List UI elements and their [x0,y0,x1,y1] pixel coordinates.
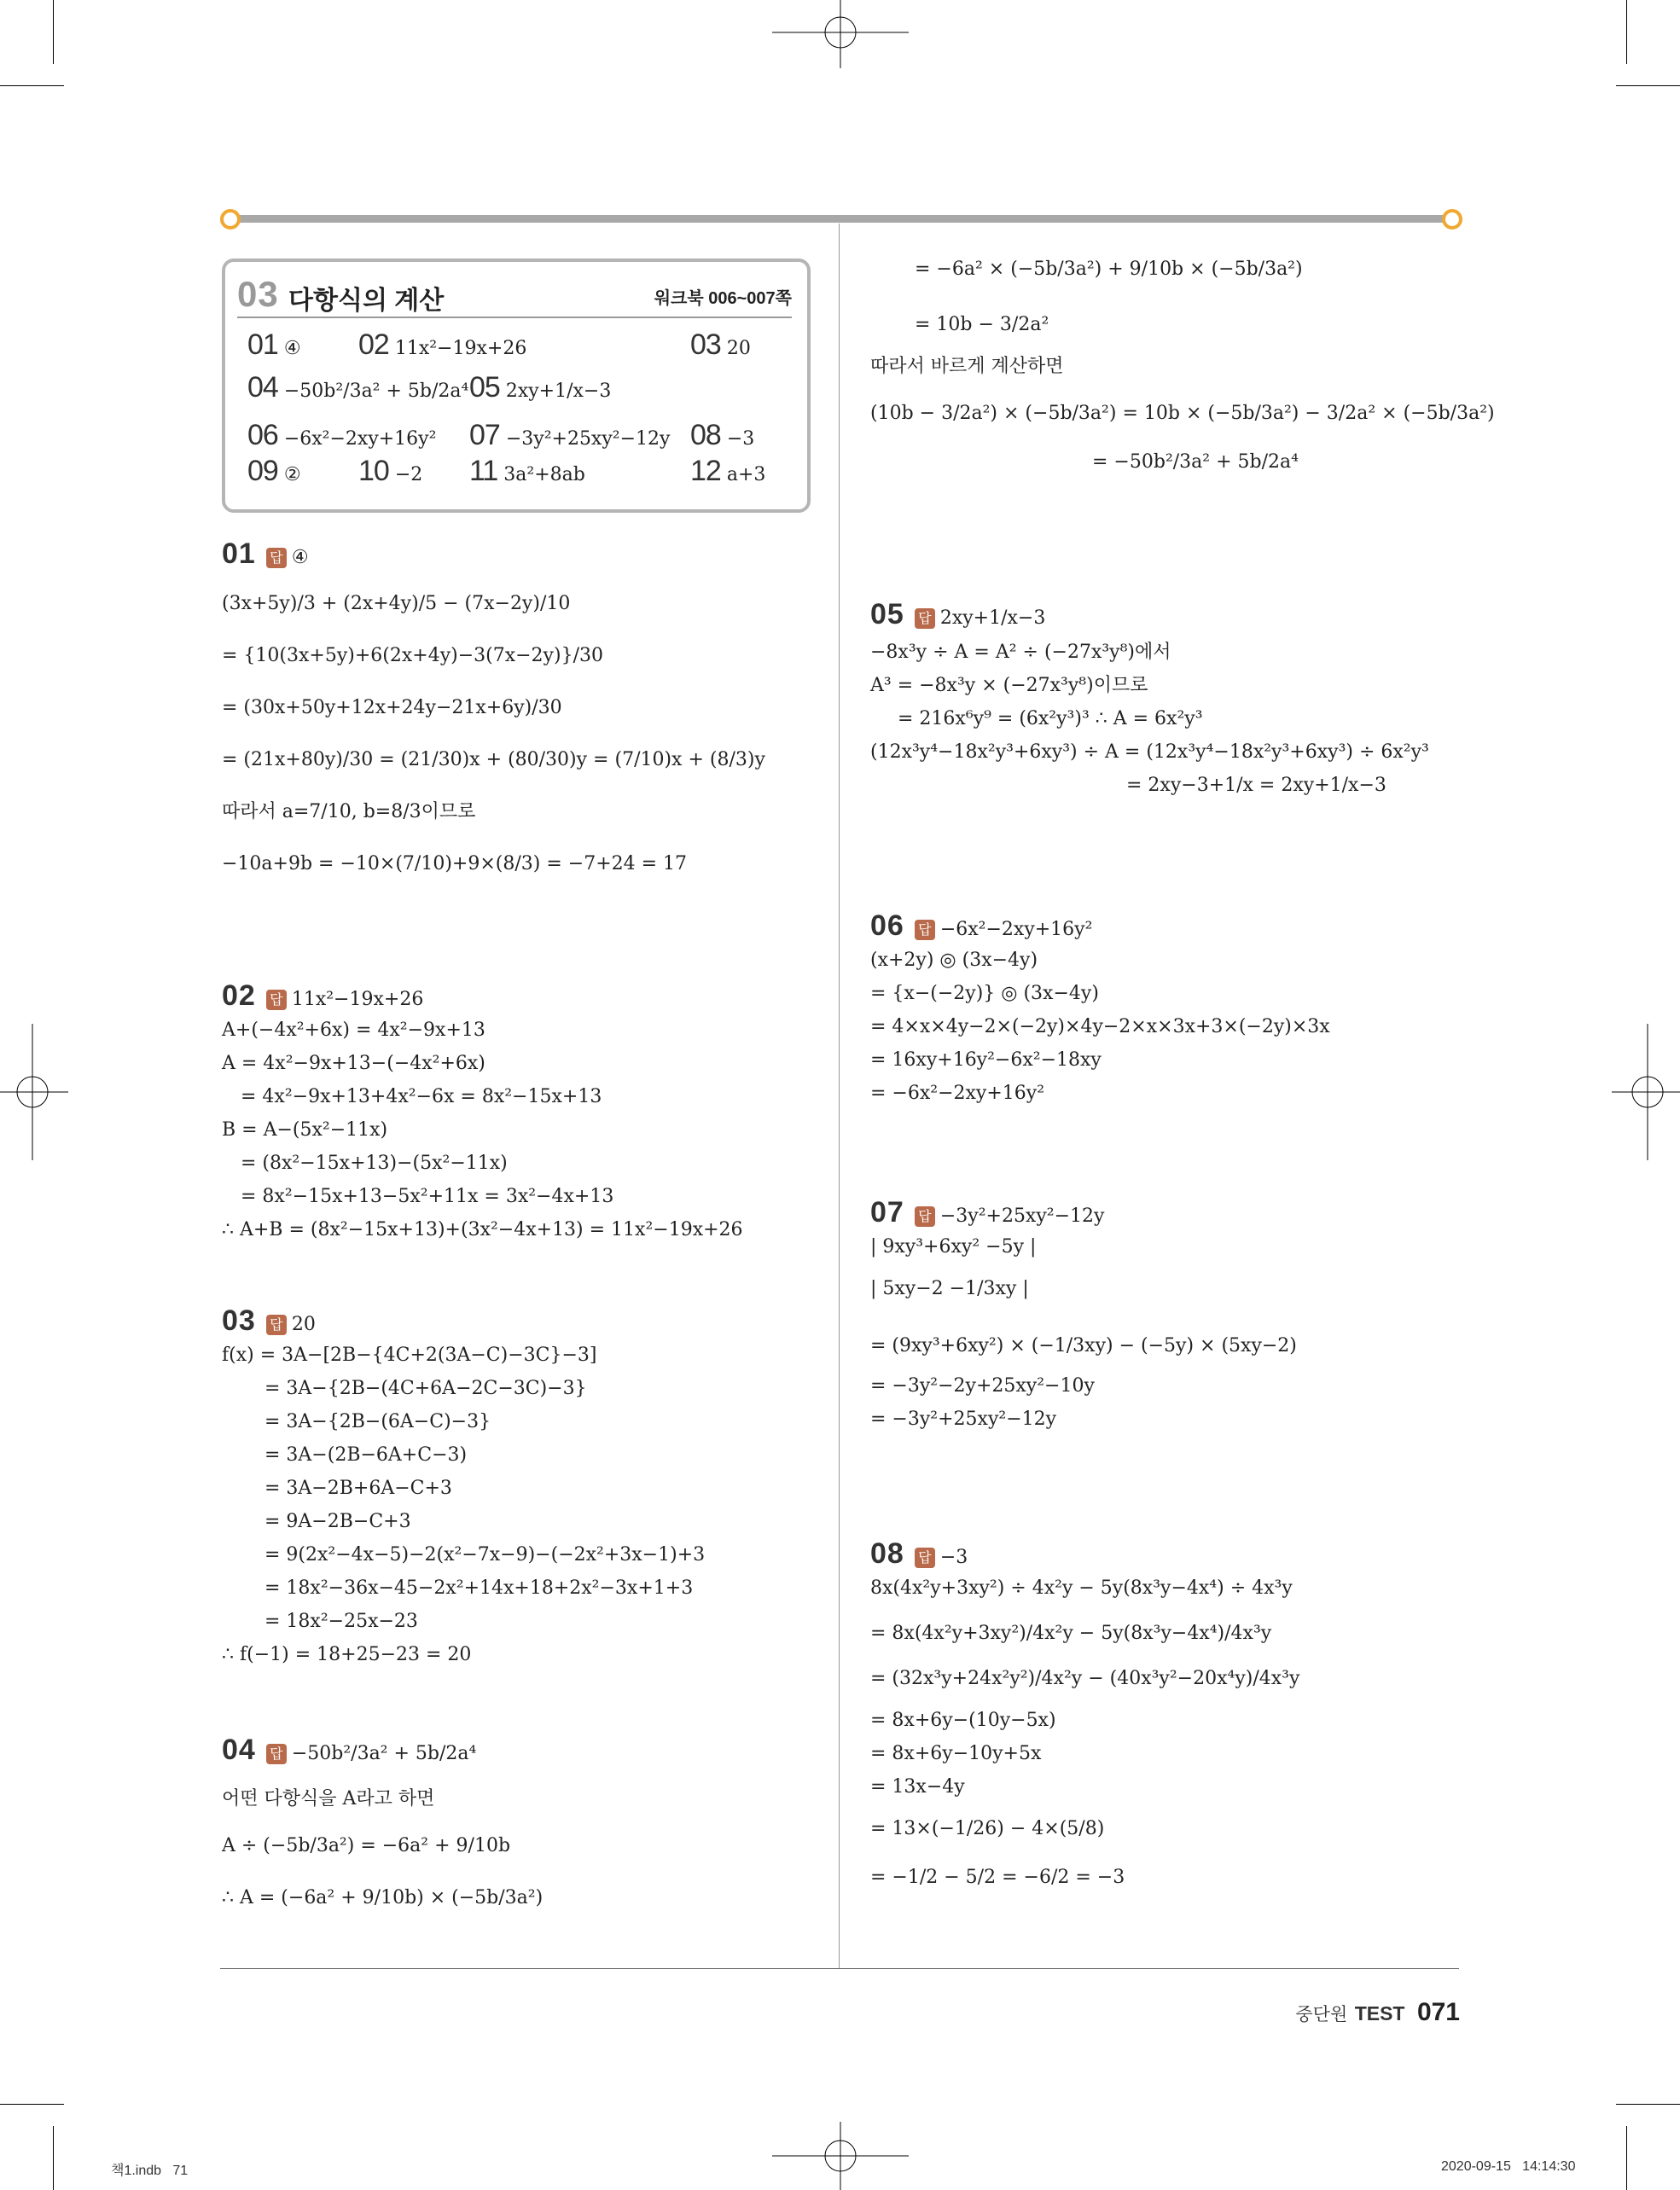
solution-04 [222,1728,819,1914]
solution-06 [870,908,1468,1110]
solution-line: = 8x(4x²y+3xy²)/4x²y − 5y(8x³y−4x⁴)/4x³y [870,1623,1272,1644]
problem-answer: −3 [939,1547,968,1568]
answer-06: 06 −6x²−2xy+16y² [247,419,437,451]
solution-05 [870,593,1468,802]
problem-answer: −50b²/3a² + 5b/2a⁴ [291,1743,477,1764]
solution-line: = −3y²+25xy²−12y [870,1409,1057,1430]
solution-line: (x+2y) ◎ (3x−4y) [870,950,1038,971]
problem-number: 01 [222,537,256,570]
answer-badge-icon: 답 [266,990,287,1010]
solution-line: 8x(4x²y+3xy²) ÷ 4x²y − 5y(8x³y−4x⁴) ÷ 4x³y [870,1577,1293,1599]
solution-line: = 4x²−9x+13+4x²−6x = 8x²−15x+13 [241,1086,602,1107]
answer-02: 02 11x²−19x+26 [358,328,527,361]
solution-line: = {x−(−2y)} ◎ (3x−4y) [870,983,1099,1004]
solution-line: 어떤 다항식을 A라고 하면 [222,1788,435,1810]
solution-line: ∴ A+B = (8x²−15x+13)+(3x²−4x+13) = 11x²−19x+26 [222,1219,743,1240]
solution-line: = 3A−{2B−(4C+6A−2C−3C)−3} [264,1378,587,1399]
top-accent-bar [229,215,1450,223]
solution-line: = 8x+6y−(10y−5x) [870,1710,1056,1731]
solution-line: = 9(2x²−4x−5)−2(x²−7x−9)−(−2x²+3x−1)+3 [264,1544,706,1566]
answer-badge-icon: 답 [915,920,935,940]
problem-answer: −3y²+25xy²−12y [939,1205,1105,1227]
solution-line: 따라서 a=7/10, b=8/3이므로 [222,801,476,822]
solution-line: A+(−4x²+6x) = 4x²−9x+13 [222,1019,485,1041]
solution-line: (12x³y⁴−18x²y³+6xy³) ÷ A = (12x³y⁴−18x²y³+6xy³) ÷ 6x²y³ [870,741,1429,763]
problem-answer: 20 [291,1314,316,1335]
solution-line: −8x³y ÷ A = A² ÷ (−27x³y⁸)에서 [870,642,1171,663]
answer-badge-icon: 답 [915,608,935,629]
solution-line: = 13x−4y [870,1776,965,1798]
solution-01 [222,536,819,880]
solution-line: 따라서 바르게 계산하면 [870,356,1064,377]
solution-line: = 8x²−15x+13−5x²+11x = 3x²−4x+13 [241,1186,614,1207]
solution-line: = (9xy³+6xy²) × (−1/3xy) − (−5y) × (5xy−2) [870,1335,1297,1356]
registration-mark-top [772,0,909,68]
page-footer [1295,1998,1460,2027]
answer-11: 11 3a²+8ab [469,455,585,487]
solution-line: = 18x²−36x−45−2x²+14x+18+2x²−3x+1+3 [264,1577,694,1599]
footer-test: TEST [1354,2002,1405,2024]
section-title: 다항식의 계산 [288,287,445,315]
solution-line: = 216x⁶y⁹ = (6x²y³)³ ∴ A = 6x²y³ [898,708,1203,729]
column-divider [839,224,840,1968]
answer-04: 04 −50b²/3a² + 5b/2a⁴ [247,371,469,404]
solution-line: = −6a² × (−5b/3a²) + 9/10b × (−5b/3a²) [915,259,1303,280]
solution-line: = −6x²−2xy+16y² [870,1083,1045,1104]
problem-number: 06 [870,909,904,942]
answer-01: 01 ④ [247,328,301,361]
problem-number: 03 [222,1304,256,1337]
answer-badge-icon: 답 [915,1548,935,1568]
answer-badge-icon: 답 [915,1206,935,1227]
problem-answer: ④ [291,547,309,568]
solution-line: = 16xy+16y²−6x²−18xy [870,1049,1102,1071]
print-file-info: 책1.indb 71 [111,2164,189,2178]
solution-line: = 18x²−25x−23 [264,1611,418,1632]
registration-mark-right [1612,1024,1680,1160]
solution-line: = 13×(−1/26) − 4×(5/8) [870,1818,1105,1839]
solution-line: = {10(3x+5y)+6(2x+4y)−3(7x−2y)}/30 [222,645,603,666]
answer-badge-icon: 답 [266,1315,287,1335]
solution-line: A³ = −8x³y × (−27x³y⁸)이므로 [870,675,1148,696]
print-datetime: 2020-09-15 14:14:30 [1441,2159,1576,2174]
solution-line: = 3A−(2B−6A+C−3) [264,1444,468,1466]
solution-line: ∴ A = (−6a² + 9/10b) × (−5b/3a²) [222,1887,544,1908]
problem-number: 08 [870,1537,904,1570]
solution-line: A ÷ (−5b/3a²) = −6a² + 9/10b [222,1835,511,1856]
solution-03 [222,1303,819,1671]
section-header-rule [237,317,792,318]
solution-line: A = 4x²−9x+13−(−4x²+6x) [222,1053,485,1074]
problem-number: 04 [222,1734,256,1766]
solution-08 [870,1536,1468,1894]
determinant-row: | 5xy−2 −1/3xy | [870,1278,1029,1299]
solution-line: = 8x+6y−10y+5x [870,1743,1042,1764]
solution-line: = −3y²−2y+25xy²−10y [870,1375,1095,1397]
solution-line: = 9A−2B−C+3 [264,1511,411,1532]
problem-number: 05 [870,598,904,630]
registration-mark-left [0,1024,68,1160]
problem-answer: 2xy+1/x−3 [939,607,1046,629]
accent-dot-right [1442,209,1462,229]
solution-line: −10a+9b = −10×(7/10)+9×(8/3) = −7+24 = 17 [222,853,688,874]
solution-07 [870,1194,1468,1436]
solution-line: = (30x+50y+12x+24y−21x+6y)/30 [222,697,562,718]
problem-number: 02 [222,979,256,1012]
footer-label: 중단원 [1295,2005,1348,2024]
bottom-rule [220,1968,1459,1969]
solution-line: ∴ f(−1) = 18+25−23 = 20 [222,1644,472,1665]
answer-summary-box [222,259,811,513]
solution-line: = 10b − 3/2a² [915,314,1049,335]
solution-line: = 3A−{2B−(6A−C)−3} [264,1411,491,1432]
registration-mark-bottom [772,2122,909,2190]
solution-line: = −1/2 − 5/2 = −6/2 = −3 [870,1867,1125,1888]
accent-dot-left [220,209,241,229]
solution-line: = −50b²/3a² + 5b/2a⁴ [1092,451,1299,473]
solution-line: = (8x²−15x+13)−(5x²−11x) [241,1153,508,1174]
solution-line: = 4×x×4y−2×(−2y)×4y−2×x×3x+3×(−2y)×3x [870,1016,1330,1037]
answer-badge-icon: 답 [266,548,287,568]
problem-answer: −6x²−2xy+16y² [939,919,1093,940]
section-number: 03 [237,274,279,314]
solution-line: = 2xy−3+1/x = 2xy+1/x−3 [1126,775,1386,796]
answer-10: 10 −2 [358,455,423,487]
solution-line: B = A−(5x²−11x) [222,1119,388,1141]
determinant-row: | 9xy³+6xy² −5y | [870,1236,1037,1258]
answer-09: 09 ② [247,455,301,487]
problem-answer: 11x²−19x+26 [291,989,424,1010]
solution-line: = (32x³y+24x²y²)/4x²y − (40x³y²−20x⁴y)/4x³y [870,1668,1300,1689]
answer-07: 07 −3y²+25xy²−12y [469,419,671,451]
problem-number: 07 [870,1196,904,1229]
solution-04-continued [870,253,1495,479]
solution-line: = 3A−2B+6A−C+3 [264,1478,452,1499]
page-number: 071 [1416,1998,1460,2026]
answer-05: 05 2xy+1/x−3 [469,371,612,404]
answer-badge-icon: 답 [266,1744,287,1764]
solution-line: f(x) = 3A−[2B−{4C+2(3A−C)−3C}−3] [222,1345,597,1366]
solution-line: (10b − 3/2a²) × (−5b/3a²) = 10b × (−5b/3a²) − 3/2a² × (−5b/3a²) [870,403,1495,424]
solution-line: = (21x+80y)/30 = (21/30)x + (80/30)y = (7/10)x + (8/3)y [222,749,765,770]
answer-12: 12 a+3 [690,455,766,487]
answer-08: 08 −3 [690,419,755,451]
solution-line: (3x+5y)/3 + (2x+4y)/5 − (7x−2y)/10 [222,593,571,614]
workbook-ref: 워크북 006~007쪽 [654,289,792,308]
answer-03: 03 20 [690,328,751,361]
solution-02 [222,978,819,1246]
